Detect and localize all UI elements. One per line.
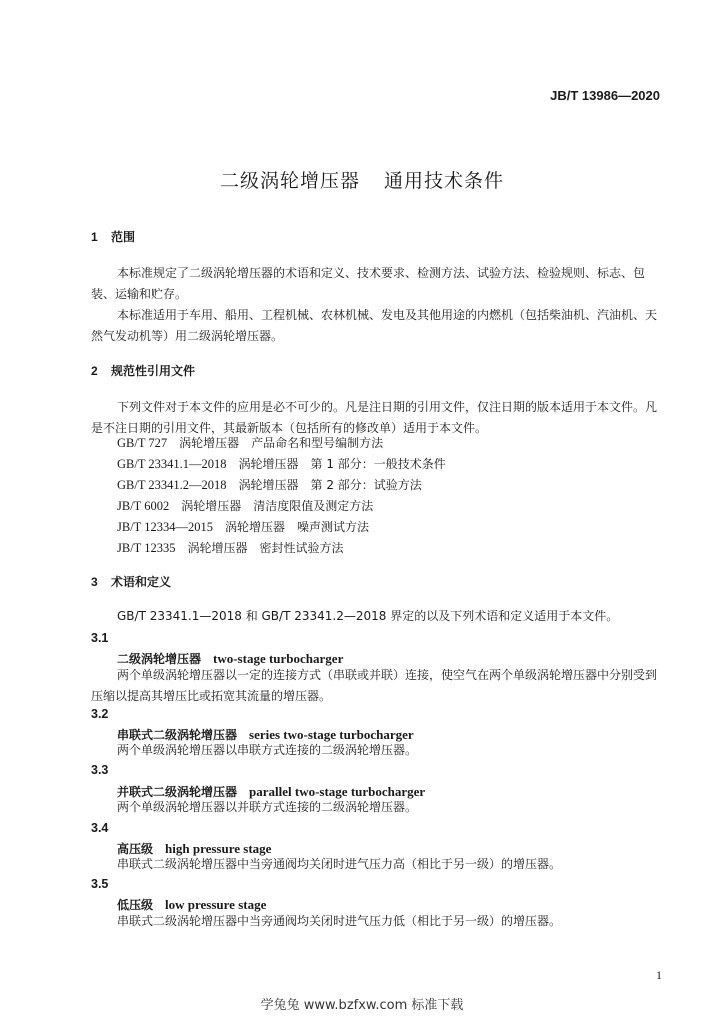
reference-item	[117, 517, 446, 538]
document-title	[0, 166, 724, 193]
section-title: 术语和定义	[111, 575, 172, 589]
reference-code: GB/T 23341.1—2018	[117, 457, 227, 471]
section-number: 2	[91, 364, 98, 378]
reference-item	[117, 433, 446, 454]
term-name-en: series two-stage turbocharger	[249, 727, 414, 742]
reference-title: 涡轮增压器 产品命名和型号编制方法	[179, 436, 384, 450]
reference-item	[117, 475, 446, 496]
section-number: 3	[91, 575, 98, 589]
term-number: 3.4	[91, 821, 109, 835]
terms-intro: GB/T 23341.1—2018 和 GB/T 23341.2—2018 界定的以及下列术语和定义适用于本文件。	[117, 609, 619, 623]
term-definition: 串联式二级涡轮增压器中当旁通阀均关闭时进气压力高（相比于另一级）的增压器。	[117, 857, 562, 871]
standard-code: JB/T 13986—2020	[550, 88, 660, 103]
page-number: 1	[656, 968, 662, 982]
term-name-zh: 二级涡轮增压器	[117, 652, 202, 666]
term-name-en: two-stage turbocharger	[213, 651, 344, 666]
reference-item	[117, 496, 446, 517]
reference-title: 涡轮增压器 密封性试验方法	[187, 541, 344, 555]
document-title-part2: 通用技术条件	[384, 170, 505, 192]
reference-item	[117, 538, 446, 559]
reference-title: 涡轮增压器 噪声测试方法	[224, 520, 369, 534]
reference-title: 涡轮增压器 清洁度限值及测定方法	[181, 499, 374, 513]
reference-title: 涡轮增压器 第 1 部分：一般技术条件	[238, 457, 446, 471]
term-definition: 串联式二级涡轮增压器中当旁通阀均关闭时进气压力低（相比于另一级）的增压器。	[117, 914, 562, 928]
section-title: 范围	[111, 230, 136, 244]
term-name-en: low pressure stage	[165, 897, 267, 912]
term-name-zh: 低压级	[117, 898, 154, 912]
reference-code: JB/T 6002	[117, 499, 170, 513]
term-definition: 两个单级涡轮增压器以一定的连接方式（串联或并联）连接，使空气在两个单级涡轮增压器中分别受到压缩以提高其增压比或拓宽其流量的增压器。	[91, 668, 658, 703]
section-heading-normative	[91, 362, 195, 379]
scope-paragraph-1: 本标准规定了二级涡轮增压器的术语和定义、技术要求、检测方法、试验方法、检验规则、标志、包装、运输和贮存。	[91, 266, 646, 301]
term-number: 3.5	[91, 877, 109, 891]
term-name-en: parallel two-stage turbocharger	[249, 784, 426, 799]
section-number: 1	[91, 230, 98, 244]
section-title: 规范性引用文件	[111, 364, 196, 378]
watermark: 学兔兔 www.bzfxw.com 标准下载	[260, 998, 464, 1013]
term-definition: 两个单级涡轮增压器以串联方式连接的二级涡轮增压器。	[117, 743, 418, 757]
term-definition: 两个单级涡轮增压器以并联方式连接的二级涡轮增压器。	[117, 800, 418, 814]
reference-title: 涡轮增压器 第 2 部分：试验方法	[238, 478, 422, 492]
term-name-zh: 高压级	[117, 842, 154, 856]
term-number: 3.3	[91, 763, 109, 777]
reference-item	[117, 454, 446, 475]
normative-intro: 下列文件对于本文件的应用是必不可少的。凡是注日期的引用文件，仅注日期的版本适用于本文件。凡是不注日期的引用文件，其最新版本（包括所有的修改单）适用于本文件。	[91, 400, 658, 435]
reference-code: JB/T 12335	[117, 541, 176, 555]
term-number: 3.2	[91, 707, 109, 721]
term-name-zh: 并联式二级涡轮增压器	[117, 785, 238, 799]
term-number: 3.1	[91, 631, 109, 645]
term-name-en: high pressure stage	[165, 841, 272, 856]
section-heading-scope	[91, 228, 135, 245]
term-name-zh: 串联式二级涡轮增压器	[117, 728, 238, 742]
reference-code: GB/T 23341.2—2018	[117, 478, 227, 492]
section-heading-terms	[91, 573, 171, 590]
reference-code: JB/T 12334—2015	[117, 520, 213, 534]
reference-list	[117, 433, 446, 559]
scope-paragraph-2: 本标准适用于车用、船用、工程机械、农林机械、发电及其他用途的内燃机（包括柴油机、汽油机、天然气发动机等）用二级涡轮增压器。	[91, 308, 658, 343]
document-title-part1: 二级涡轮增压器	[219, 170, 360, 192]
reference-code: GB/T 727	[117, 436, 168, 450]
